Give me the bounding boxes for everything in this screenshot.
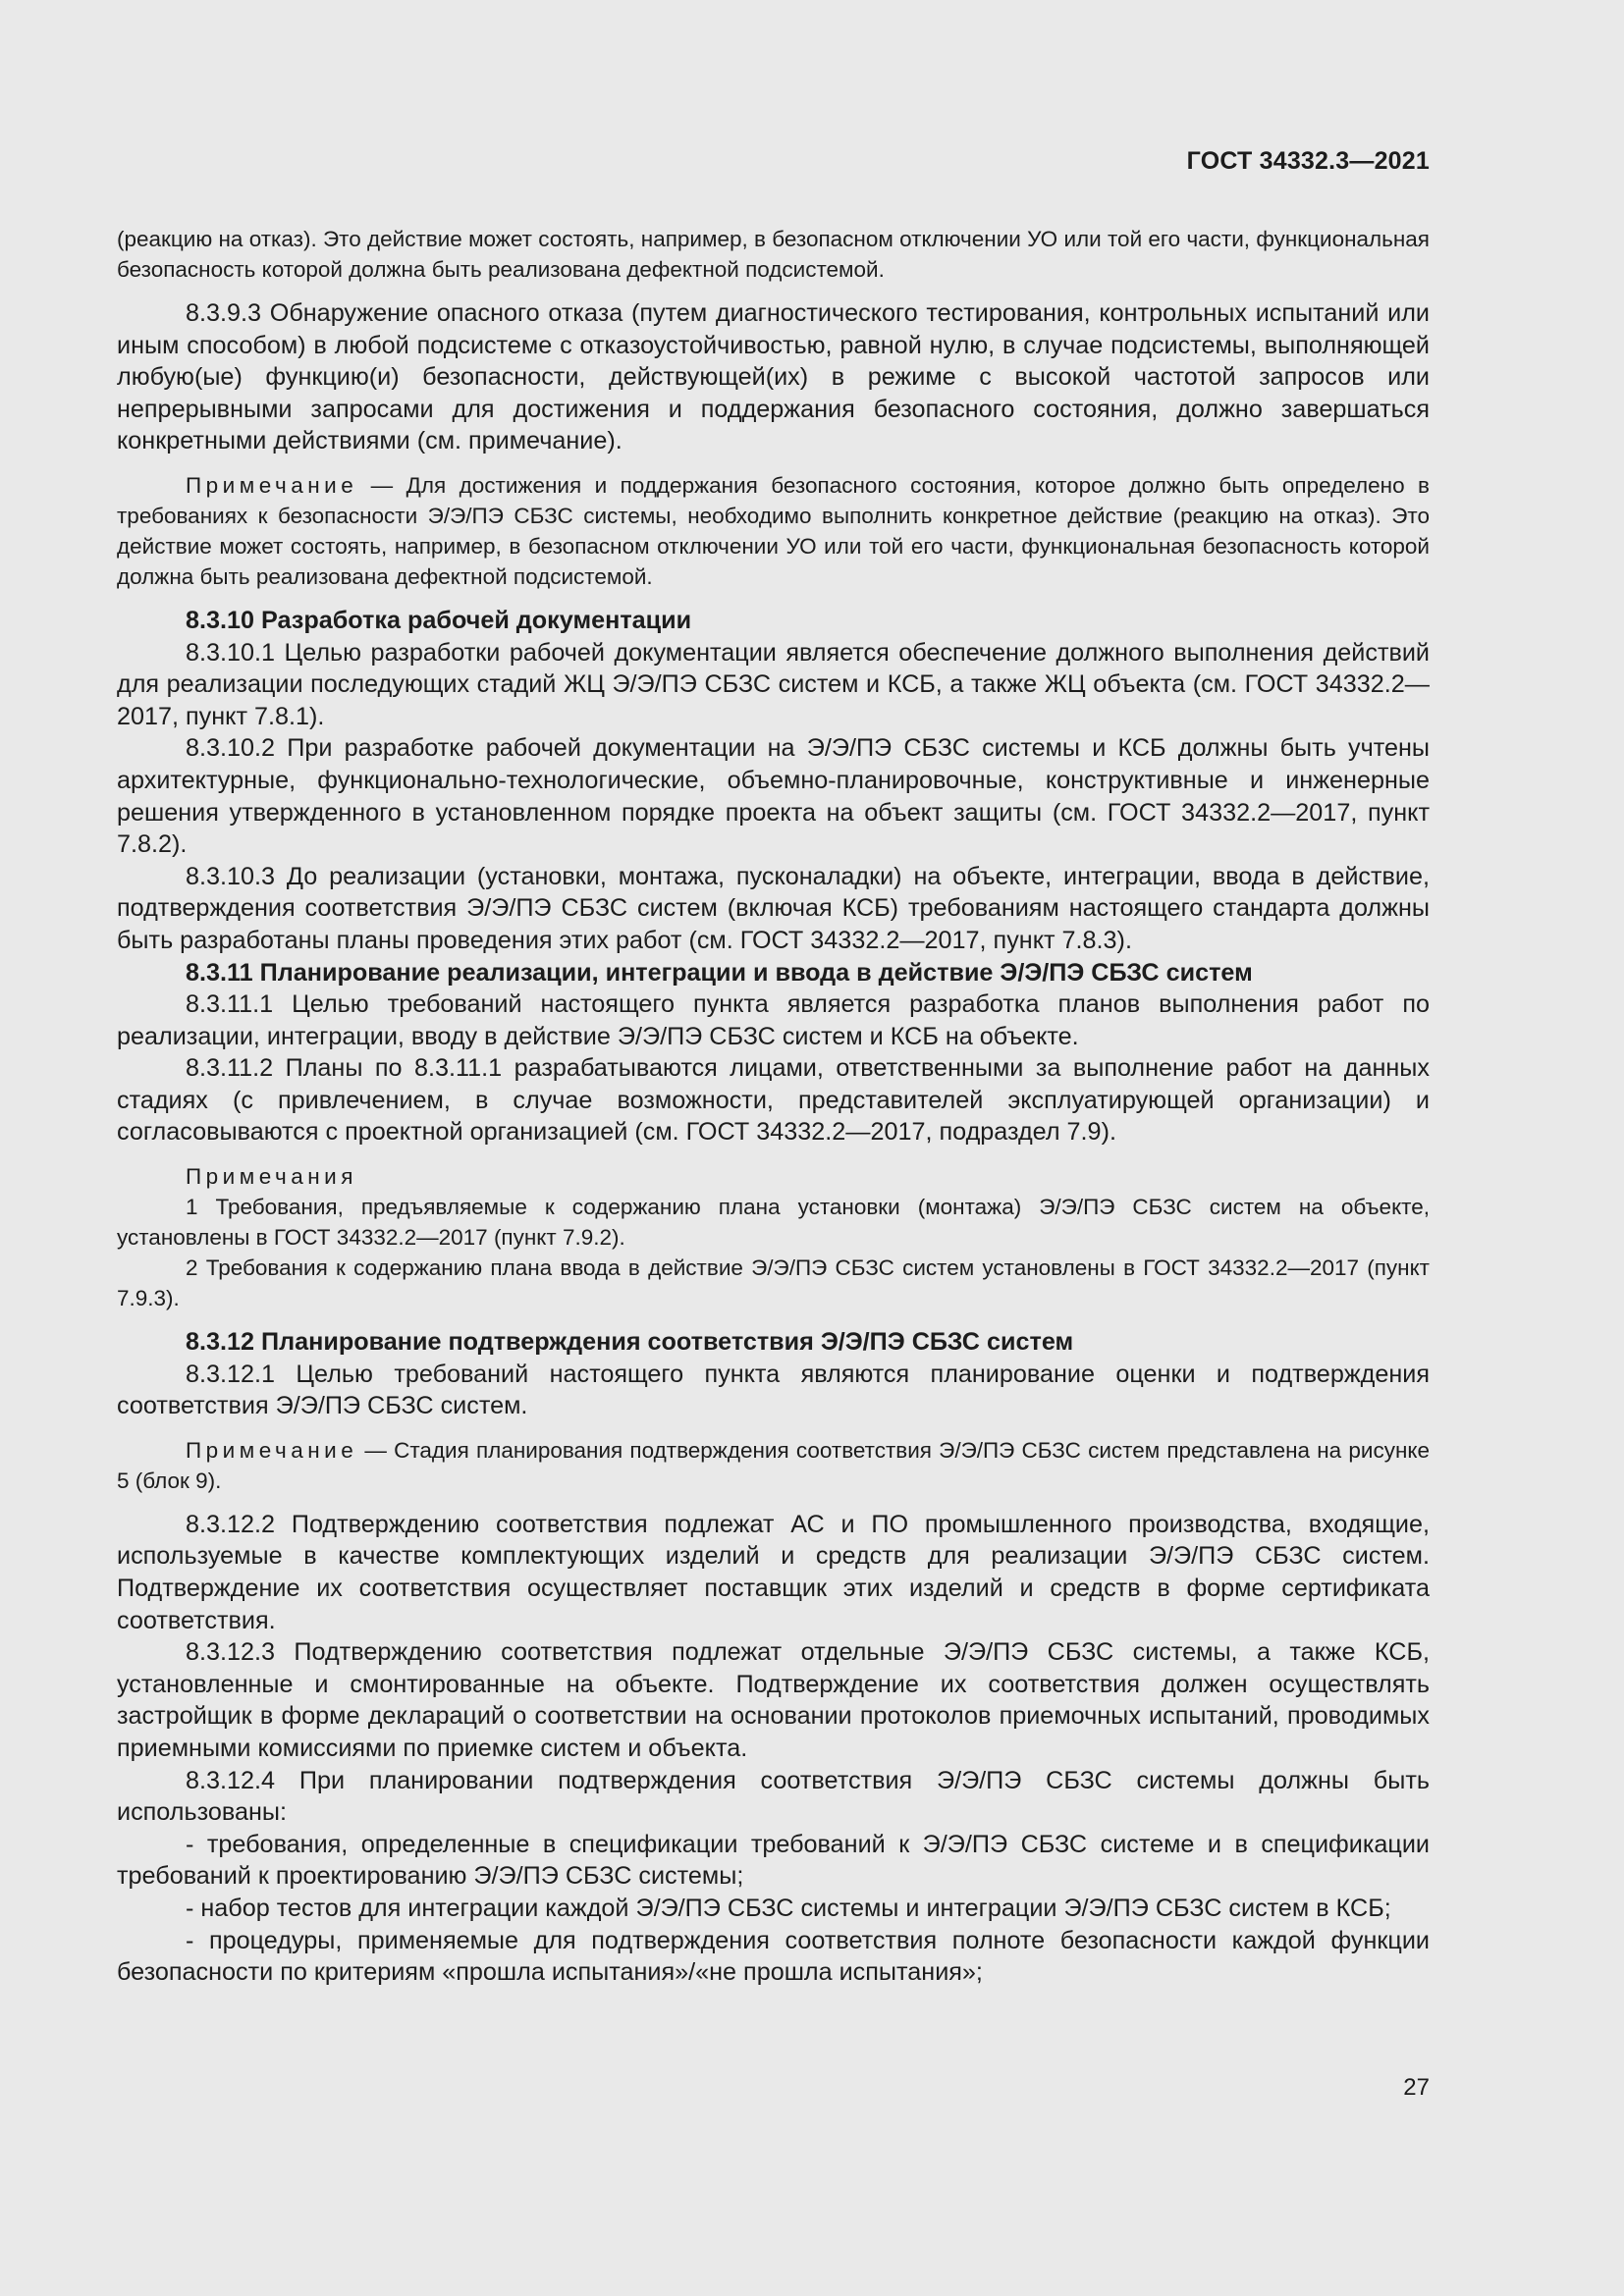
paragraph-8-3-10-1: 8.3.10.1 Целью разработки рабочей документации является обеспечение должного выполнения действий для реализации последующих стадий ЖЦ Э/Э/ПЭ СБЗС систем и КСБ, а также ЖЦ объекта (см. ГОСТ 34332.2—2017, пункт 7.8.1). [117, 638, 1430, 730]
paragraph-8-3-11-2: 8.3.11.2 Планы по 8.3.11.1 разрабатываются лицами, ответственными за выполнение работ на данных стадиях (с привлечением, в случае возможности, представителей эксплуатирующей организации) и согласовываются с проектной организацией (см. ГОСТ 34332.2—2017, подраздел 7.9). [117, 1054, 1430, 1147]
heading-8-3-10: 8.3.10 Разработка рабочей документации [186, 606, 692, 634]
note-2: 2 Требования к содержанию плана ввода в действие Э/Э/ПЭ СБЗС систем установлены в ГОСТ 34332.2—2017 (пункт 7.9.3). [117, 1255, 1430, 1311]
paragraph-8-3-10-3: 8.3.10.3 До реализации (установки, монтажа, пусконаладки) на объекте, интеграции, ввода в действие, подтверждения соответствия Э/Э/ПЭ СБЗС систем (включая КСБ) требованиям настоящего стандарта должны быть разработаны планы проведения этих работ (см. ГОСТ 34332.2—2017, пункт 7.8.3). [117, 862, 1430, 954]
page-number: 27 [1403, 2074, 1430, 2101]
heading-8-3-11: 8.3.11 Планирование реализации, интеграции и ввода в действие Э/Э/ПЭ СБЗС систем [186, 958, 1253, 987]
list-item: - процедуры, применяемые для подтверждения соответствия полноте безопасности каждой функции безопасности по критериям «прошла испытания»/«не прошла испытания»; [117, 1926, 1430, 1987]
paragraph-8-3-12-3: 8.3.12.3 Подтверждению соответствия подлежат отдельные Э/Э/ПЭ СБЗС системы, а также КСБ, установленные и смонтированные на объекте. Подтверждение их соответствия должен осуществлять застройщик в форме деклараций о соответствии на основании протоколов приемочных испытаний, проводимых приемными комиссиями по приемке систем и объекта. [117, 1638, 1430, 1762]
list-item: - набор тестов для интеграции каждой Э/Э/ПЭ СБЗС системы и интеграции Э/Э/ПЭ СБЗС систем в КСБ; [186, 1894, 1391, 1922]
note-8-3-9-3 [117, 470, 1430, 592]
document-body [117, 224, 1430, 1989]
note-label: Примечание [186, 1437, 358, 1463]
paragraph-8-3-9-3: 8.3.9.3 Обнаружение опасного отказа (путем диагностического тестирования, контрольных испытаний или иным способом) в любой подсистеме с отказоустойчивостью, равной нулю, в случае подсистемы, выполняющей любую(ые) функцию(и) безопасности, действующей(их) в режиме с высокой частотой запросов или непрерывными запросами для достижения и поддержания безопасного состояния, должно завершаться конкретными действиями (см. примечание). [117, 299, 1430, 455]
note-8-3-12-1 [117, 1435, 1430, 1496]
document-header: ГОСТ 34332.3—2021 [1186, 147, 1430, 175]
paragraph-8-3-10-2: 8.3.10.2 При разработке рабочей документации на Э/Э/ПЭ СБЗС системы и КСБ должны быть учтены архитектурные, функционально-технологические, объемно-планировочные, конструктивные и инженерные решения утвержденного в установленном порядке проекта на объект защиты (см. ГОСТ 34332.2—2017, пункт 7.8.2). [117, 734, 1430, 859]
list-item: - требования, определенные в спецификации требований к Э/Э/ПЭ СБЗС системе и в спецификации требований к проектированию Э/Э/ПЭ СБЗС системы; [117, 1830, 1430, 1891]
note-label: Примечание [186, 472, 358, 498]
paragraph-8-3-12-4: 8.3.12.4 При планировании подтверждения соответствия Э/Э/ПЭ СБЗС системы должны быть использованы: [117, 1766, 1430, 1827]
note-text: — Стадия планирования подтверждения соответствия Э/Э/ПЭ СБЗС систем представлена на рисунке 5 (блок 9). [117, 1437, 1430, 1493]
note-1: 1 Требования, предъявляемые к содержанию плана установки (монтажа) Э/Э/ПЭ СБЗС систем на объекте, установлены в ГОСТ 34332.2—2017 (пункт 7.9.2). [117, 1195, 1430, 1251]
paragraph-continued: (реакцию на отказ). Это действие может состоять, например, в безопасном отключении УО или той его части, функциональная безопасность которой должна быть реализована дефектной подсистемой. [117, 227, 1430, 282]
notes-label: Примечания [186, 1164, 357, 1190]
heading-8-3-12: 8.3.12 Планирование подтверждения соответствия Э/Э/ПЭ СБЗС систем [186, 1328, 1074, 1357]
paragraph-8-3-11-1: 8.3.11.1 Целью требований настоящего пункта является разработка планов выполнения работ по реализации, интеграции, вводу в действие Э/Э/ПЭ СБЗС систем и КСБ на объекте. [117, 990, 1430, 1050]
paragraph-8-3-12-2: 8.3.12.2 Подтверждению соответствия подлежат АС и ПО промышленного производства, входящие, используемые в качестве комплектующих изделий и средств для реализации Э/Э/ПЭ СБЗС систем. Подтверждение их соответствия осуществляет поставщик этих изделий и средств в форме сертификата соответствия. [117, 1510, 1430, 1634]
paragraph-8-3-12-1: 8.3.12.1 Целью требований настоящего пункта являются планирование оценки и подтверждения соответствия Э/Э/ПЭ СБЗС систем. [117, 1360, 1430, 1420]
note-text: — Для достижения и поддержания безопасного состояния, которое должно быть определено в требованиях к безопасности Э/Э/ПЭ СБЗС системы, необходимо выполнить конкретное действие (реакцию на отказ). Это действие может состоять, например, в безопасном отключении УО или той его части, функциональная безопасность которой должна быть реализована дефектной подсистемой. [117, 472, 1430, 589]
